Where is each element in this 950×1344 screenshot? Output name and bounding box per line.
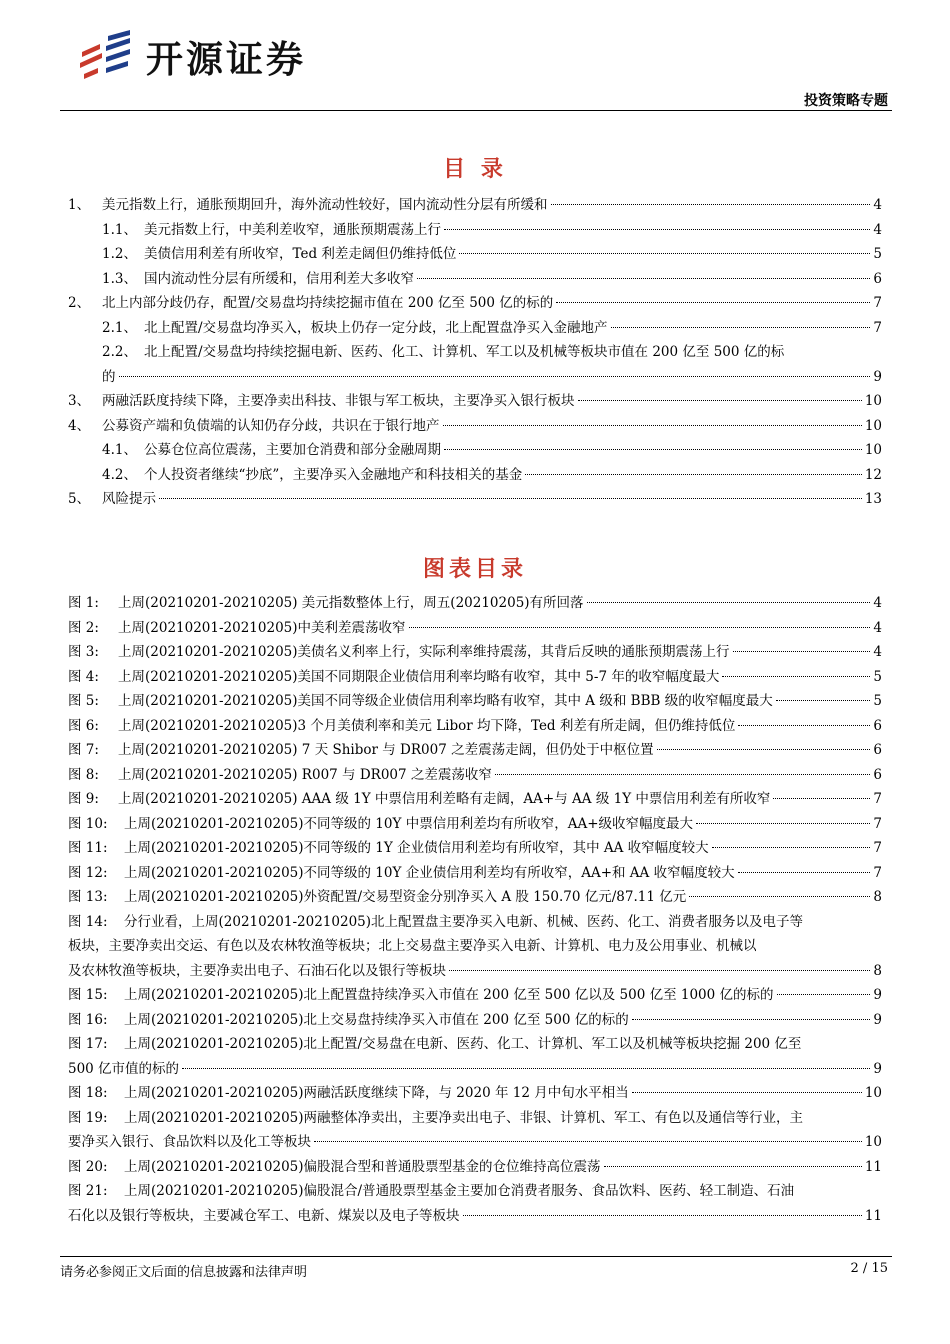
figure-entry[interactable] xyxy=(68,1155,882,1180)
figure-caption: 上周(20210201-20210205) AAA 级 1Y 中票信用利差略有走阔，AA+与 AA 级 1Y 中票信用利差有所收窄 xyxy=(118,791,771,807)
dot-leader xyxy=(696,823,870,824)
toc-entry[interactable] xyxy=(68,389,882,414)
dot-leader xyxy=(777,994,871,995)
figure-entry[interactable] xyxy=(68,689,882,714)
dot-leader xyxy=(587,602,871,603)
figure-number: 图 18: xyxy=(68,1085,108,1101)
toc-entry-number: 2.1、 xyxy=(102,319,137,336)
toc-entry-line xyxy=(102,438,882,463)
figure-number: 图 13: xyxy=(68,889,108,905)
dot-leader xyxy=(632,1092,862,1093)
toc-entry-number: 2、 xyxy=(68,295,91,311)
dot-leader xyxy=(409,627,871,628)
dot-leader xyxy=(722,676,870,677)
figure-caption: 上周(20210201-20210205)美债名义利率上行，实际利率维持震荡，其背后反映的通胀预期震荡上行 xyxy=(118,644,730,660)
dot-leader xyxy=(182,1068,870,1069)
dot-leader xyxy=(776,700,871,701)
dot-leader xyxy=(463,1215,862,1216)
figure-page: 6 xyxy=(873,766,882,783)
report-type: 投资策略专题 xyxy=(804,93,888,109)
dot-leader xyxy=(733,651,871,652)
dot-leader xyxy=(525,474,862,475)
figure-entry-line xyxy=(68,1106,882,1131)
figure-number: 图 7: xyxy=(68,742,99,758)
figure-caption: 上周(20210201-20210205)美国不同等级企业债信用利率均略有收窄，其中 A 级和 BBB 级的收窄幅度最大 xyxy=(118,693,773,709)
toc-entry[interactable] xyxy=(68,267,882,292)
figure-caption-continuation: 石化以及银行等板块，主要减仓军工、电新、煤炭以及电子等板块 xyxy=(68,1207,460,1224)
toc-entry-text: 美债信用利差有所收窄，Ted 利差走阔但仍维持低位 xyxy=(144,246,457,262)
figure-page: 5 xyxy=(873,693,882,709)
figure-entry[interactable] xyxy=(68,1106,882,1155)
figure-entry[interactable] xyxy=(68,591,882,616)
toc-entry-page: 13 xyxy=(864,491,882,507)
dot-leader xyxy=(556,302,870,303)
footer-divider xyxy=(60,1256,892,1257)
figure-list xyxy=(68,591,882,1228)
figure-caption-continuation: 要净买入银行、食品饮料以及化工等板块 xyxy=(68,1134,311,1150)
dot-leader xyxy=(578,400,862,401)
toc-entry-page: 6 xyxy=(873,270,882,287)
figure-caption: 上周(20210201-20210205)北上交易盘持续净买入市值在 200 亿至 500 亿的标的 xyxy=(124,1011,629,1028)
figure-caption: 上周(20210201-20210205)外资配置/交易型资金分别净买入 A 股 150.70 亿元/87.11 亿元 xyxy=(124,889,687,905)
figure-caption: 上周(20210201-20210205) R007 与 DR007 之差震荡收窄 xyxy=(118,766,492,783)
toc-entry-line xyxy=(68,193,882,218)
figure-entry-line xyxy=(68,910,882,935)
toc-entry[interactable] xyxy=(68,193,882,218)
figure-entry-line xyxy=(68,1155,882,1180)
toc-entry-line xyxy=(102,340,882,365)
toc-entry-line xyxy=(102,316,882,341)
figure-entry-line xyxy=(68,934,882,959)
figure-caption: 上周(20210201-20210205) 7 天 Shibor 与 DR007 之差震荡走阔，但仍处于中枢位置 xyxy=(118,742,654,758)
toc-entry-text: 北上配置/交易盘均持续挖掘电新、医药、化工、计算机、军工以及机械等板块市值在 200 亿至 500 亿的标 xyxy=(144,344,785,360)
figure-page: 10 xyxy=(864,1085,882,1101)
figure-page: 4 xyxy=(873,619,882,636)
toc-entry-page: 7 xyxy=(873,319,882,336)
toc-entry-line xyxy=(68,389,882,414)
figure-number: 图 10: xyxy=(68,815,108,832)
figure-number: 图 5: xyxy=(68,693,99,709)
figure-page: 9 xyxy=(873,1011,882,1028)
brand-logo xyxy=(78,28,306,84)
figure-number: 图 20: xyxy=(68,1158,108,1175)
figure-number: 图 16: xyxy=(68,1011,108,1028)
figure-caption: 上周(20210201-20210205)两融整体净卖出，主要净卖出电子、非银、计算机、军工、有色以及通信等行业，主 xyxy=(124,1109,804,1126)
figure-caption: 分行业看，上周(20210201-20210205)北上配置盘主要净买入电新、机械、医药、化工、消费者服务以及电子等 xyxy=(124,913,804,930)
figure-page: 6 xyxy=(873,717,882,734)
dot-leader xyxy=(444,229,870,230)
figure-page: 10 xyxy=(864,1134,882,1150)
dot-leader xyxy=(738,872,871,873)
figure-number: 图 1: xyxy=(68,595,99,611)
toc-entry-page: 4 xyxy=(873,197,882,213)
figure-page: 8 xyxy=(873,962,882,979)
toc-entry-text: 国内流动性分层有所缓和，信用利差大多收窄 xyxy=(144,270,414,287)
figure-caption: 上周(20210201-20210205)3 个月美债利率和美元 Libor 均下降，Ted 利差有所走阔，但仍维持低位 xyxy=(118,717,736,734)
toc-entry-text: 公募仓位高位震荡，主要加仓消费和部分金融周期 xyxy=(144,442,441,458)
toc-entry-number: 4.2、 xyxy=(102,466,137,483)
brand-mark-icon xyxy=(78,30,134,82)
figure-page: 4 xyxy=(873,595,882,611)
dot-leader xyxy=(459,253,870,254)
figure-entry[interactable] xyxy=(68,812,882,837)
toc-entry-page: 4 xyxy=(873,221,882,238)
dot-leader xyxy=(712,847,871,848)
figure-entry-line xyxy=(68,812,882,837)
figure-entry[interactable] xyxy=(68,787,882,812)
toc-entry-text: 美元指数上行，中美利差收窄，通胀预期震荡上行 xyxy=(144,221,441,238)
figure-entry-line xyxy=(68,983,882,1008)
figure-entry[interactable] xyxy=(68,738,882,763)
toc-entry-line xyxy=(102,463,882,488)
dot-leader xyxy=(611,327,871,328)
figure-page: 7 xyxy=(873,840,882,856)
figure-caption-continuation: 500 亿市值的标的 xyxy=(68,1060,180,1077)
toc-entry[interactable] xyxy=(68,218,882,243)
figure-entry[interactable] xyxy=(68,714,882,739)
figure-entry-line xyxy=(68,763,882,788)
figure-entry-line xyxy=(68,885,882,910)
figure-entry[interactable] xyxy=(68,1032,882,1081)
figure-entry[interactable] xyxy=(68,763,882,788)
figure-caption: 上周(20210201-20210205)北上配置/交易盘在电新、医药、化工、计算机、军工以及机械等板块挖掘 200 亿至 xyxy=(124,1036,802,1052)
dot-leader xyxy=(449,970,870,971)
dot-leader xyxy=(738,725,870,726)
toc-entry-number: 4.1、 xyxy=(102,442,137,458)
toc-entry-text: 公募资产端和负债端的认知仍存分歧，共识在于银行地产 xyxy=(102,417,440,434)
toc-entry-number: 1.2、 xyxy=(102,246,137,262)
toc-entry[interactable] xyxy=(68,316,882,341)
toc-entry-line xyxy=(68,487,882,512)
toc-entry-line xyxy=(102,242,882,267)
toc-entry-line xyxy=(68,291,882,316)
figure-page: 7 xyxy=(873,864,882,881)
figure-page: 9 xyxy=(873,1060,882,1077)
figure-page: 4 xyxy=(873,644,882,660)
toc-entry[interactable] xyxy=(68,487,882,512)
figure-entry-line xyxy=(68,1081,882,1106)
figure-page: 8 xyxy=(873,889,882,905)
disclaimer: 请务必参阅正文后面的信息披露和法律声明 xyxy=(60,1265,308,1280)
table-of-contents xyxy=(68,193,882,512)
figure-caption: 上周(20210201-20210205)中美利差震荡收窄 xyxy=(118,619,406,636)
toc-entry-number: 3、 xyxy=(68,393,91,409)
toc-entry[interactable] xyxy=(68,340,882,389)
toc-entry-line xyxy=(102,218,882,243)
figure-entry[interactable] xyxy=(68,1008,882,1033)
figure-page: 5 xyxy=(873,668,882,685)
header-divider xyxy=(60,110,892,111)
figure-page: 11 xyxy=(864,1207,882,1224)
toc-entry-text: 两融活跃度持续下降，主要净卖出科技、非银与军工板块，主要净买入银行板块 xyxy=(102,393,575,409)
figure-entry-line xyxy=(68,1204,882,1229)
figure-number: 图 12: xyxy=(68,864,108,881)
toc-entry-number: 1、 xyxy=(68,197,91,213)
figure-caption: 上周(20210201-20210205) 美元指数整体上行，周五(20210205)有所回落 xyxy=(118,595,584,611)
figure-entry[interactable] xyxy=(68,861,882,886)
toc-entry-text: 风险提示 xyxy=(102,491,156,507)
toc-entry-page: 10 xyxy=(864,393,882,409)
toc-entry-number: 2.2、 xyxy=(102,344,137,360)
toc-entry-number: 4、 xyxy=(68,417,91,434)
toc-entry-line xyxy=(102,365,882,390)
toc-entry-number: 5、 xyxy=(68,491,91,507)
figure-caption-continuation: 及农林牧渔等板块，主要净卖出电子、石油石化以及银行等板块 xyxy=(68,962,446,979)
toc-entry-page: 9 xyxy=(873,368,882,385)
figure-list-title: 图表目录 xyxy=(422,557,527,582)
figure-entry-line xyxy=(68,861,882,886)
figure-entry-line xyxy=(68,787,882,812)
dot-leader xyxy=(657,749,871,750)
figure-entry-line xyxy=(68,665,882,690)
brand-name: 开源证券 xyxy=(146,38,306,81)
figure-caption: 上周(20210201-20210205)美国不同期限企业债信用利率均略有收窄，其中 5-7 年的收窄幅度最大 xyxy=(118,668,720,685)
figure-entry[interactable] xyxy=(68,836,882,861)
toc-entry-text: 北上配置/交易盘均净买入，板块上仍存一定分歧，北上配置盘净买入金融地产 xyxy=(144,319,608,336)
figure-number: 图 2: xyxy=(68,619,99,636)
figure-number: 图 9: xyxy=(68,791,99,807)
dot-leader xyxy=(495,774,871,775)
toc-entry[interactable] xyxy=(68,463,882,488)
figure-entry-line xyxy=(68,714,882,739)
figure-page: 6 xyxy=(873,742,882,758)
figure-entry[interactable] xyxy=(68,983,882,1008)
dot-leader xyxy=(444,449,862,450)
dot-leader xyxy=(604,1166,862,1167)
toc-entry-line xyxy=(102,267,882,292)
dot-leader xyxy=(773,798,870,799)
toc-entry[interactable] xyxy=(68,242,882,267)
figure-entry-line xyxy=(68,591,882,616)
figure-caption: 上周(20210201-20210205)偏股混合型和普通股票型基金的仓位维持高位震荡 xyxy=(124,1158,601,1175)
toc-entry-text: 北上内部分歧仍存，配置/交易盘均持续挖掘市值在 200 亿至 500 亿的标的 xyxy=(102,295,554,311)
figure-entry-line xyxy=(68,738,882,763)
figure-number: 图 6: xyxy=(68,717,99,734)
figure-entry-line xyxy=(68,616,882,641)
dot-leader xyxy=(632,1019,871,1020)
figure-entry-line xyxy=(68,640,882,665)
figure-number: 图 19: xyxy=(68,1109,108,1126)
figure-number: 图 11: xyxy=(68,840,108,856)
figure-number: 图 4: xyxy=(68,668,99,685)
figure-caption: 上周(20210201-20210205)偏股混合/普通股票型基金主要加仓消费者服务、食品饮料、医药、轻工制造、石油 xyxy=(124,1183,795,1199)
figure-entry[interactable] xyxy=(68,665,882,690)
figure-entry-line xyxy=(68,1179,882,1204)
dot-leader xyxy=(689,896,870,897)
figure-number: 图 14: xyxy=(68,913,108,930)
figure-caption-continuation: 板块，主要净卖出交运、有色以及农林牧渔等板块；北上交易盘主要净买入电新、计算机、电力及公用事业、机械以 xyxy=(68,938,757,954)
figure-entry[interactable] xyxy=(68,910,882,984)
figure-page: 7 xyxy=(873,791,882,807)
toc-entry-page: 10 xyxy=(864,442,882,458)
figure-page: 9 xyxy=(873,987,882,1003)
toc-entry-number: 1.1、 xyxy=(102,221,137,238)
figure-page: 11 xyxy=(864,1158,882,1175)
page-indicator: 2 / 15 xyxy=(850,1261,888,1276)
toc-title: 目 录 xyxy=(443,157,507,182)
toc-entry[interactable] xyxy=(68,438,882,463)
toc-entry-text: 美元指数上行，通胀预期回升，海外流动性较好，国内流动性分层有所缓和 xyxy=(102,197,548,213)
toc-entry-page: 10 xyxy=(864,417,882,434)
toc-entry-number: 1.3、 xyxy=(102,270,137,287)
dot-leader xyxy=(119,376,871,377)
figure-entry-line xyxy=(68,1130,882,1155)
figure-caption: 上周(20210201-20210205)不同等级的 10Y 中票信用利差均有所收窄，AA+级收窄幅度最大 xyxy=(124,815,694,832)
dot-leader xyxy=(551,204,871,205)
toc-entry-page: 5 xyxy=(873,246,882,262)
dot-leader xyxy=(417,278,870,279)
figure-entry[interactable] xyxy=(68,885,882,910)
figure-entry-line xyxy=(68,1032,882,1057)
figure-caption: 上周(20210201-20210205)不同等级的 10Y 企业债信用利差均有所收窄，AA+和 AA 收窄幅度较大 xyxy=(124,864,735,881)
figure-caption: 上周(20210201-20210205)不同等级的 1Y 企业债信用利差均有所收窄，其中 AA 收窄幅度较大 xyxy=(124,840,709,856)
figure-page: 7 xyxy=(873,815,882,832)
toc-entry-page: 12 xyxy=(864,466,882,483)
figure-entry-line xyxy=(68,689,882,714)
figure-entry[interactable] xyxy=(68,1179,882,1228)
toc-entry-text: 个人投资者继续“抄底”，主要净买入金融地产和科技相关的基金 xyxy=(144,466,523,483)
toc-entry-continuation: 的 xyxy=(102,368,116,385)
figure-caption: 上周(20210201-20210205)两融活跃度继续下降，与 2020 年 12 月中旬水平相当 xyxy=(124,1085,629,1101)
figure-number: 图 17: xyxy=(68,1036,108,1052)
figure-number: 图 15: xyxy=(68,987,108,1003)
figure-caption: 上周(20210201-20210205)北上配置盘持续净买入市值在 200 亿至 500 亿以及 500 亿至 1000 亿的标的 xyxy=(124,987,774,1003)
toc-entry-line xyxy=(68,414,882,439)
dot-leader xyxy=(443,425,862,426)
dot-leader xyxy=(159,498,862,499)
figure-number: 图 3: xyxy=(68,644,99,660)
figure-entry-line xyxy=(68,959,882,984)
figure-entry-line xyxy=(68,1057,882,1082)
toc-entry[interactable] xyxy=(68,414,882,439)
figure-entry-line xyxy=(68,1008,882,1033)
figure-entry-line xyxy=(68,836,882,861)
toc-entry-page: 7 xyxy=(873,295,882,311)
figure-number: 图 21: xyxy=(68,1183,108,1199)
figure-entry[interactable] xyxy=(68,616,882,641)
toc-entry[interactable] xyxy=(68,291,882,316)
figure-entry[interactable] xyxy=(68,1081,882,1106)
figure-entry[interactable] xyxy=(68,640,882,665)
figure-number: 图 8: xyxy=(68,766,99,783)
dot-leader xyxy=(314,1141,862,1142)
